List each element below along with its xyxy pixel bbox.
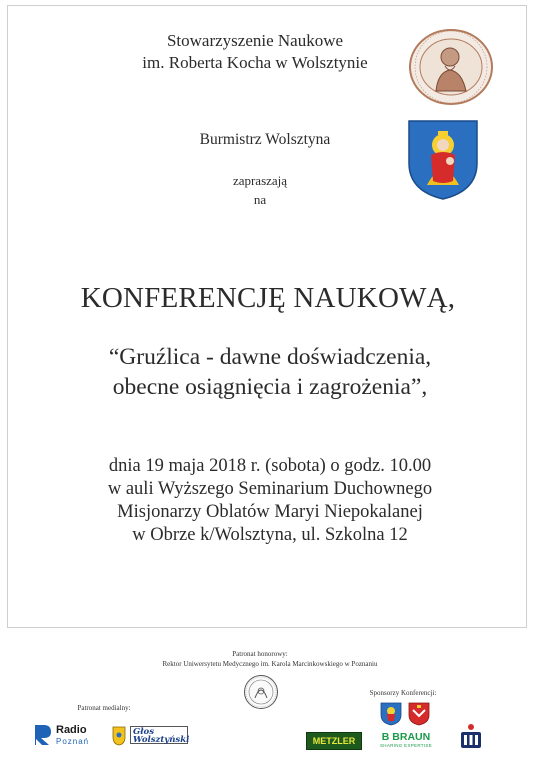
koch-portrait-seal-icon (408, 28, 494, 106)
braun-tagline: SHARING EXPERTISE (379, 743, 433, 748)
glos-wolsztynski-logo (112, 722, 190, 748)
radio-poznan-logo (33, 722, 95, 750)
organizer-line-1: Stowarzyszenie Naukowe (166, 31, 344, 50)
b-braun-logo (376, 732, 436, 752)
organizer-name (110, 30, 400, 74)
sponsors-title: Sponsorzy Konferencji: (369, 689, 437, 697)
wolsztyn-coat-of-arms-icon (407, 119, 479, 201)
details-date: dnia 19 maja 2018 r. (sobota) o godz. 10.00 (108, 456, 432, 476)
mayor-title: Burmistrz Wolsztyna (199, 131, 331, 148)
details-venue: w auli Wyższego Seminarium Duchownego (107, 479, 433, 499)
conference-details (20, 455, 520, 547)
invite-text (200, 171, 320, 209)
radio-r-icon (33, 723, 53, 747)
conference-subtitle (20, 342, 520, 402)
university-seal-icon (243, 674, 279, 710)
radio-name: Radio (56, 724, 87, 736)
invite-line-2: na (253, 192, 267, 207)
wolsztyn-sponsor-coat-icon (380, 702, 402, 726)
county-sponsor-coat-icon (408, 702, 430, 726)
subtitle-line-2: obecne osiągnięcia i zagrożenia”, (112, 374, 428, 400)
details-address: w Obrze k/Wolsztyna, ul. Szkolna 12 (132, 525, 408, 545)
details-venue-2: Misjonarzy Oblatów Maryi Niepokalanej (117, 502, 423, 522)
glos-name: Głos Wolsztyński (130, 726, 188, 744)
glos-shield-icon (112, 726, 126, 746)
organizer-line-2: im. Roberta Kocha w Wolsztynie (142, 53, 368, 72)
conference-headline: KONFERENCJĘ NAUKOWĄ, (80, 282, 456, 314)
subtitle-line-1: “Gruźlica - dawne doświadczenia, (108, 344, 432, 370)
metzler-logo: METZLER (306, 732, 362, 750)
honorary-patron-name: Rektor Uniwersytetu Medycznego im. Karola Marcinkowskiego w Poznaniu (162, 660, 378, 668)
honorary-patronage-title: Patronat honorowy: (232, 650, 288, 658)
radio-city: Poznań (56, 737, 90, 746)
pko-bank-icon (456, 722, 486, 752)
invite-line-1: zapraszają (232, 173, 288, 188)
braun-name: B BRAUN (381, 731, 431, 743)
media-patronage-title: Patronat medialny: (77, 704, 131, 712)
